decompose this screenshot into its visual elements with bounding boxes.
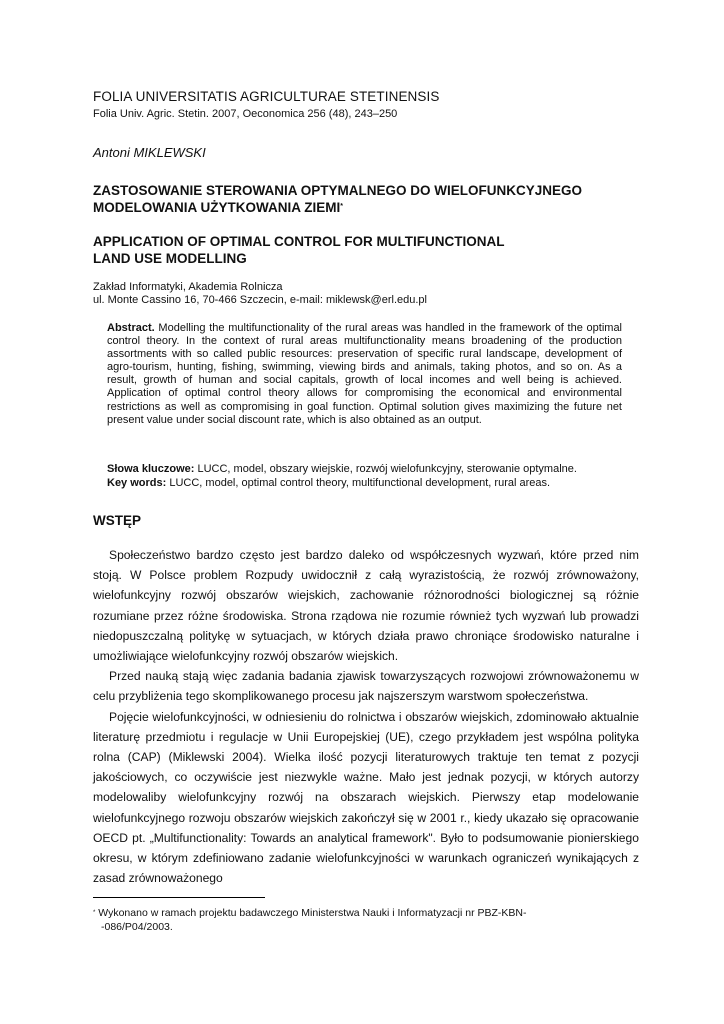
footnote-line1: Wykonano w ramach projektu badawczego Ministerstwa Nauki i Informatyzacji nr PBZ-KBN-: [98, 907, 527, 919]
title-english: [93, 233, 504, 267]
keywords-polish-label: Słowa kluczowe:: [107, 463, 195, 475]
keywords-english: [107, 477, 627, 490]
title-polish-line1: ZASTOSOWANIE STEROWANIA OPTYMALNEGO DO WIELOFUNKCYJNEGO: [93, 183, 583, 198]
abstract: [107, 322, 622, 427]
affiliation: [93, 281, 427, 307]
footnote-mark: *: [93, 910, 96, 916]
section-title-introduction: WSTĘP: [93, 513, 142, 528]
journal-name: FOLIA UNIVERSITATIS AGRICULTURAE STETINENSIS: [93, 89, 440, 104]
title-english-line1: APPLICATION OF OPTIMAL CONTROL FOR MULTIFUNCTIONAL: [93, 234, 505, 249]
title-polish-line2-text: MODELOWANIA UŻYTKOWANIA ZIEMI: [93, 200, 341, 215]
title-footnote-mark: *: [340, 203, 343, 210]
footnote: [93, 906, 639, 934]
paragraph-2: Przed nauką stają więc zadania badania zjawisk towarzyszących rozwojowi zrównoważonemu w celu przybliżenia tego skomplikowanego procesu jak najszerszym warstwom społeczeństwa.: [93, 669, 639, 704]
abstract-label: Abstract.: [107, 322, 155, 334]
keywords-english-text: LUCC, model, optimal control theory, multifunctional development, rural areas.: [169, 477, 551, 489]
paragraph-1: Społeczeństwo bardzo często jest bardzo daleko od współczesnych wyzwań, które przed nim stoją. W Polsce problem Rozpudy uwidocznił z całą wyrazistością, że rozwój zrównoważony, wielofunkcyjny rozwój obszarów wiejskich, zachowanie różnorodności biologicznej są różnie rozumiane przez różne środowiska. Strona rządowa nie rozumie również tych wyzwań lub prowadzi niedopuszczalną politykę w sytuacjach, w których działa prawo chroniące środowisko naturalne i umożliwiające wielofunkcyjny rozwój obszarów wiejskich.: [93, 548, 639, 664]
affiliation-line2: ul. Monte Cassino 16, 70-466 Szczecin, e-mail: miklewsk@erl.edu.pl: [93, 294, 427, 306]
title-polish: [93, 182, 582, 216]
keywords-polish-text: LUCC, model, obszary wiejskie, rozwój wielofunkcyjny, sterowanie optymalne.: [197, 463, 577, 475]
title-polish-line2: [93, 199, 582, 216]
keywords-english-label: Key words:: [107, 477, 167, 489]
footnote-line2: -086/P04/2003.: [101, 921, 173, 933]
affiliation-line1: Zakład Informatyki, Akademia Rolnicza: [93, 281, 283, 293]
footnote-divider: [93, 897, 265, 898]
citation: Folia Univ. Agric. Stetin. 2007, Oeconomica 256 (48), 243–250: [93, 108, 398, 120]
abstract-text: Modelling the multifunctionality of the rural areas was handled in the framework of the optimal control theory. In the context of rural areas multifunctionality means broadening of the production assortments with so called public resources: preservation of specific rural landscape, development of agro-tourism, hunting, fishing, swimming, viewing birds and animals, taking photos, and so on. As a result, growth of human and social capitals, growth of local incomes and well being is achieved. Application of optimal control theory allows for compromising the economical and environmental restrictions as well as compromising in goal function. Optimal solution gives maximizing the future net present value under social discount rate, which is also obtained as an output.: [107, 322, 623, 426]
keywords-polish: [107, 463, 627, 476]
author-name: Antoni MIKLEWSKI: [93, 145, 206, 160]
title-english-line2: LAND USE MODELLING: [93, 251, 247, 266]
body-text: [93, 545, 639, 888]
paragraph-3: Pojęcie wielofunkcyjności, w odniesieniu do rolnictwa i obszarów wiejskich, zdominowało aktualnie literaturę przedmiotu i regulacje w Unii Europejskiej (UE), czego przykładem jest wspólna polityka rolna (CAP) (Miklewski 2004). Wielka ilość pozycji literaturowych traktuje ten temat z pozycji jakościowych, co oczywiście jest niezwykle ważne. Mało jest jednak pozycji, w których autorzy modelowaliby wielofunkcyjny rozwój na obszarach wiejskich. Pierwszy etap modelowanie wielofunkcyjnego rozwoju obszarów wiejskich zakończył się w 2001 r., kiedy ukazało się opracowanie OECD pt. „Multifunctionality: Towards an analytical framework". Było to podsumowanie pionierskiego okresu, w którym zdefiniowano zadanie wielofunkcyjności w warunkach ograniczeń wynikających z zasad zrównoważonego: [93, 709, 639, 886]
